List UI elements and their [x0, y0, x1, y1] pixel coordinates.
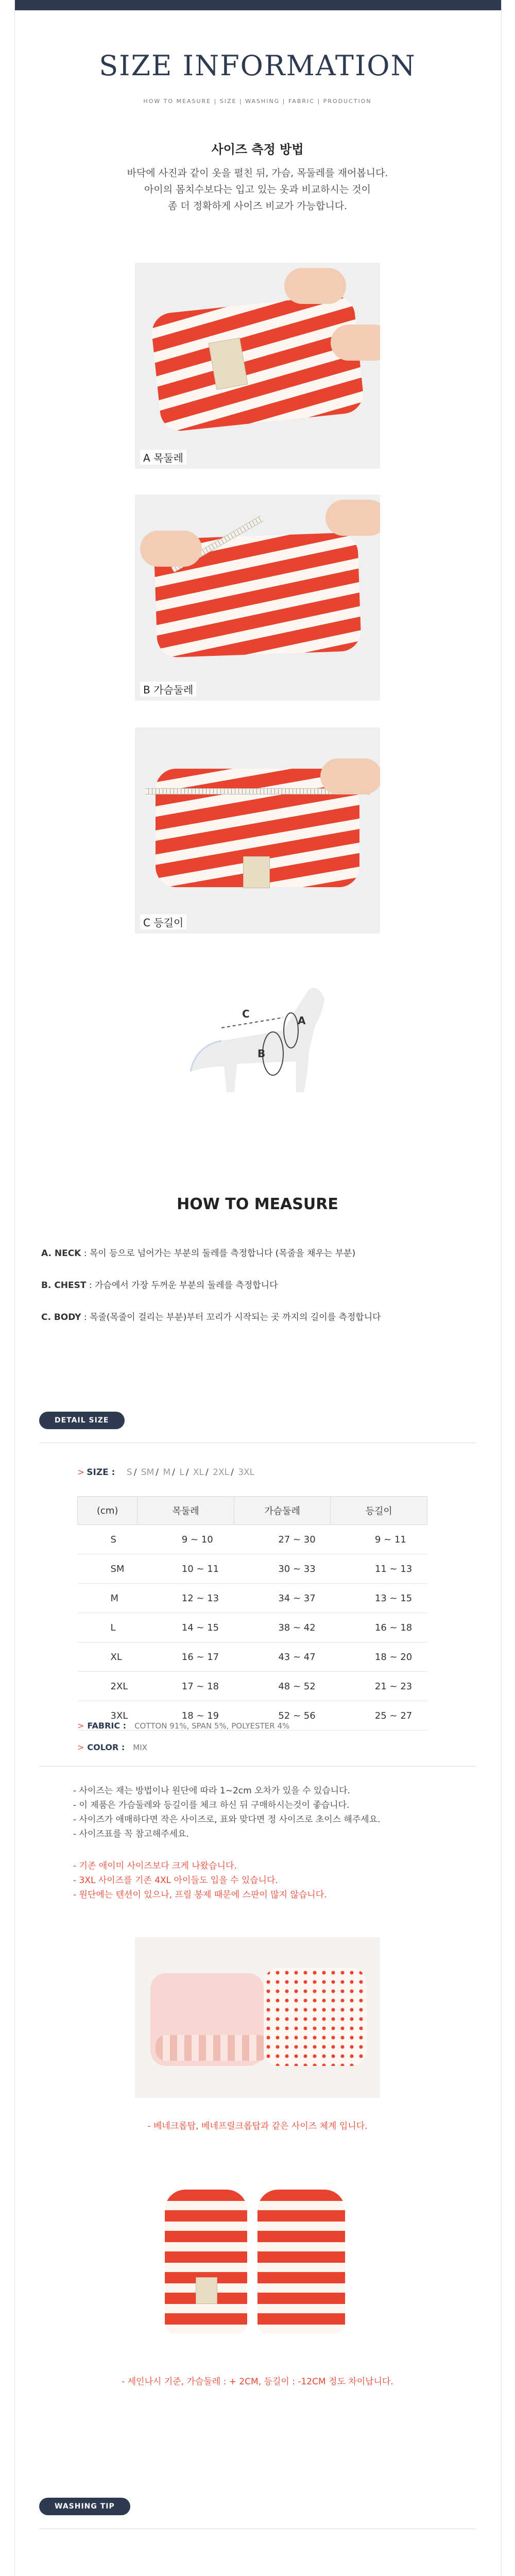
table-cell: 27 ~ 30: [234, 1525, 331, 1554]
dog-measure-diagram: [180, 969, 335, 1097]
size-option: XL: [193, 1467, 204, 1478]
measure-chest: [41, 1278, 278, 1291]
table-cell: 10 ~ 11: [138, 1554, 234, 1584]
note-line: - 사이즈표를 꼭 참고해주세요.: [73, 1829, 189, 1839]
washing-tip-pill: WASHING TIP: [39, 2498, 130, 2515]
table-cell: SM: [78, 1554, 138, 1584]
page-title: SIZE INFORMATION: [99, 49, 416, 82]
size-option: M: [163, 1467, 171, 1478]
color-label: COLOR :: [87, 1742, 125, 1752]
table-row: [78, 1554, 427, 1584]
table-cell: 2XL: [78, 1672, 138, 1701]
table-cell: XL: [78, 1642, 138, 1672]
measure-key: A. NECK: [41, 1248, 81, 1259]
measure-key: C. BODY: [41, 1312, 81, 1323]
how-to-measure-title: HOW TO MEASURE: [177, 1195, 338, 1213]
diagram-label-b: B: [258, 1047, 266, 1060]
table-cell: 12 ~ 13: [138, 1584, 234, 1613]
hand-image: [284, 268, 346, 304]
fabric-label: FABRIC :: [87, 1721, 127, 1731]
table-cell: 43 ~ 47: [234, 1642, 331, 1672]
caption-size-difference: - 세인나시 기준, 가슴둘레 : + 2CM, 등길이 : -12CM 정도 차이납니다.: [122, 2377, 393, 2387]
table-cell: M: [78, 1584, 138, 1613]
size-option: L: [179, 1467, 184, 1478]
shirt-tag: [243, 856, 270, 888]
table-row: [78, 1584, 427, 1613]
photo-chest: [135, 495, 380, 701]
table-cell: 52 ~ 56: [234, 1701, 331, 1731]
photo-label: B 가슴둘레: [140, 682, 196, 697]
table-cell: L: [78, 1613, 138, 1642]
note-line: - 사이즈는 재는 방법이나 원단에 따라 1~2cm 오차가 있을 수 있습니다.: [73, 1786, 350, 1796]
measure-text: : 목줄(목줄이 걸리는 부분)부터 꼬리가 시작되는 곳 까지의 길이를 측정합니다: [81, 1312, 381, 1323]
color-value: MIX: [133, 1743, 147, 1752]
size-option: S: [126, 1467, 132, 1478]
diagram-label-a: A: [298, 1014, 306, 1027]
photo-neck: [135, 263, 380, 469]
sleeveless-front-image: [165, 2190, 247, 2334]
note-line: - 3XL 사이즈를 기존 4XL 아이들도 입을 수 있습니다.: [73, 1875, 278, 1886]
table-cell: 16 ~ 17: [138, 1642, 234, 1672]
product-photo-sleeveless: [160, 2179, 355, 2344]
table-cell: 30 ~ 33: [234, 1554, 331, 1584]
shirt-tag: [196, 2277, 217, 2304]
table-header: (cm): [78, 1497, 138, 1525]
size-notes-warning: [73, 1859, 327, 1902]
intro-line: 좀 더 정확하게 사이즈 비교가 가능합니다.: [167, 200, 348, 212]
table-cell: 34 ~ 37: [234, 1584, 331, 1613]
table-cell: 16 ~ 18: [331, 1613, 427, 1642]
table-cell: 48 ~ 52: [234, 1672, 331, 1701]
table-cell: 18 ~ 19: [138, 1701, 234, 1731]
caption-size-system: - 베네크롭탑, 베네프릴크롭탑과 같은 사이즈 체계 입니다.: [147, 2121, 368, 2131]
arrow-icon: >: [77, 1721, 84, 1731]
table-header: 등길이: [331, 1497, 427, 1525]
table-cell: 17 ~ 18: [138, 1672, 234, 1701]
table-row: [78, 1642, 427, 1672]
size-options: > SIZE : S / SM / M / L / XL / 2XL / 3XL: [77, 1467, 255, 1478]
size-notes: [73, 1784, 380, 1841]
product-photo-frill: [135, 1937, 380, 2098]
measure-text: : 가슴에서 가장 두꺼운 부분의 둘레를 측정합니다: [86, 1280, 278, 1291]
hand-image: [331, 325, 380, 361]
table-cell: 38 ~ 42: [234, 1613, 331, 1642]
size-table: [77, 1496, 427, 1731]
table-header-row: [78, 1497, 427, 1525]
color-spec: [77, 1742, 147, 1752]
measure-method-title: 사이즈 측정 방법: [211, 142, 304, 157]
dot-top-image: [264, 1968, 367, 2066]
table-cell: 18 ~ 20: [331, 1642, 427, 1672]
table-cell: 9 ~ 10: [138, 1525, 234, 1554]
size-label: SIZE :: [87, 1467, 115, 1478]
fabric-spec: [77, 1721, 289, 1731]
table-cell: 25 ~ 27: [331, 1701, 427, 1731]
table-row: [78, 1613, 427, 1642]
arrow-icon: >: [77, 1742, 84, 1752]
size-option: 3XL: [238, 1467, 255, 1478]
sleeveless-back-image: [258, 2190, 345, 2334]
intro-line: 바닥에 사진과 같이 옷을 펼친 뒤, 가슴, 목둘레를 재어봅니다.: [127, 167, 388, 179]
note-line: - 기존 애이미 사이즈보다 크게 나왔습니다.: [73, 1861, 237, 1871]
measure-neck: [41, 1246, 355, 1259]
table-cell: S: [78, 1525, 138, 1554]
arrow-icon: >: [77, 1467, 85, 1478]
hand-image: [140, 531, 202, 567]
table-cell: 11 ~ 13: [331, 1554, 427, 1584]
hand-image: [320, 758, 380, 794]
table-cell: 21 ~ 23: [331, 1672, 427, 1701]
measure-key: B. CHEST: [41, 1280, 87, 1291]
note-line: - 사이즈가 애매하다면 작은 사이즈로, 표와 맞다면 정 사이즈로 초이스 해주세요.: [73, 1815, 381, 1825]
striped-shirt-image: [150, 294, 365, 433]
table-cell: 14 ~ 15: [138, 1613, 234, 1642]
table-cell: 3XL: [78, 1701, 138, 1731]
photo-back-length: [135, 727, 380, 934]
size-option: SM: [141, 1467, 154, 1478]
measure-text: : 목이 등으로 넘어가는 부분의 둘레를 측정합니다 (목줄을 채우는 부분): [81, 1248, 356, 1259]
diagram-label-c: C: [242, 1008, 250, 1020]
frill-hem-image: [156, 2035, 269, 2061]
size-option: 2XL: [213, 1467, 230, 1478]
detail-size-pill: DETAIL SIZE: [39, 1412, 125, 1429]
intro-line: 아이의 몸치수보다는 입고 있는 옷과 비교하시는 것이: [144, 184, 371, 195]
divider: [39, 1766, 476, 1767]
fabric-value: COTTON 91%, SPAN 5%, POLYESTER 4%: [134, 1721, 290, 1731]
note-line: - 원단에는 텐션이 있으나, 프릴 봉제 때문에 스판이 많지 않습니다.: [73, 1890, 327, 1900]
photo-label: C 등길이: [140, 914, 186, 929]
hand-image: [325, 500, 380, 536]
table-cell: 9 ~ 11: [331, 1525, 427, 1554]
table-cell: 13 ~ 15: [331, 1584, 427, 1613]
table-header: 목둘레: [138, 1497, 234, 1525]
table-row: [78, 1672, 427, 1701]
photo-label: A 목둘레: [140, 450, 186, 465]
table-header: 가슴둘레: [234, 1497, 331, 1525]
table-row: [78, 1525, 427, 1554]
page-subtitle: HOW TO MEASURE | SIZE | WASHING | FABRIC | PRODUCTION: [143, 98, 372, 105]
dog-silhouette-icon: [191, 988, 324, 1093]
back-length-line: [221, 1018, 283, 1028]
measure-body: [41, 1310, 381, 1323]
note-line: - 이 제품은 가슴둘레와 등길이를 체크 하신 뒤 구매하시는것이 좋습니다.: [73, 1800, 350, 1810]
measure-method-intro: [0, 165, 515, 214]
